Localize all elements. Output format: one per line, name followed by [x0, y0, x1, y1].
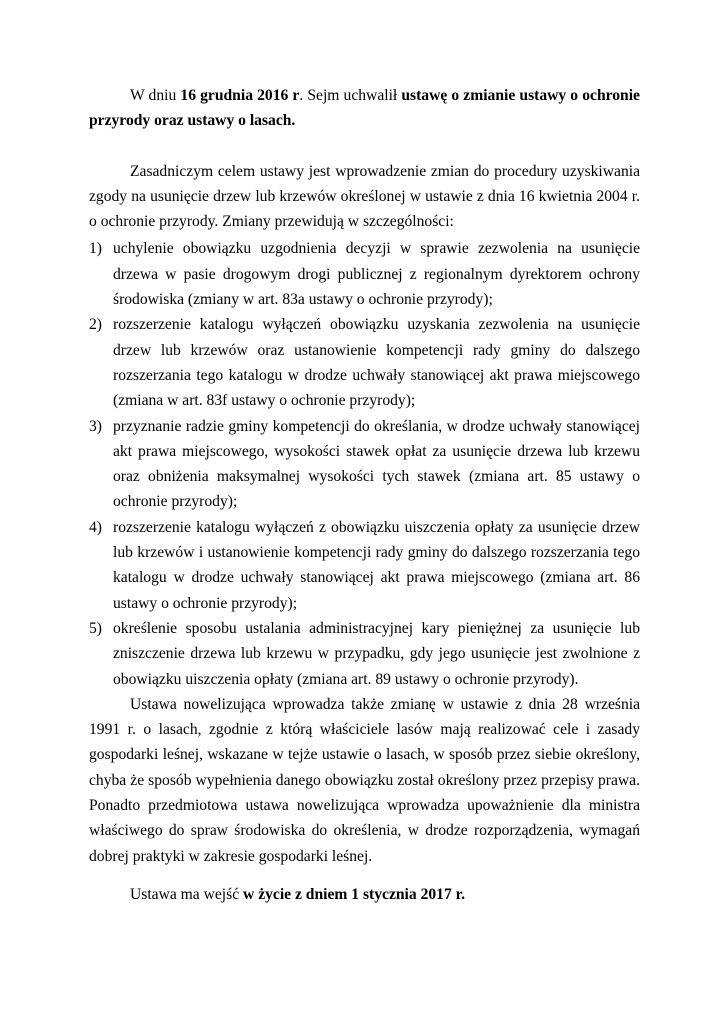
- purpose-paragraph: Zasadniczym celem ustawy jest wprowadzenie zmian do procedury uzyskiwania zgody na usunięcie drzew lub krzewów określonej w ustawie z dnia 16 kwietnia 2004 r. o ochronie przyrody. Zmiany przewidują w szczególności:: [89, 162, 640, 231]
- effective-date-paragraph: [89, 882, 640, 907]
- list-item-number: 5): [89, 619, 102, 637]
- list-item-text: rozszerzenie katalogu wyłączeń z obowiązku uiszczenia opłaty za usunięcie drzew lub krzewów i ustanowienie kompetencji rady gminy do dalszego rozszerzania tego katalogu w drodze uchwały stanowiącej akt prawa miejscowego (zmiana art. 86 ustawy o ochronie przyrody);: [113, 518, 640, 612]
- list-item-number: 3): [89, 417, 102, 435]
- effective-date: w życie z dniem 1 stycznia 2017 r.: [243, 885, 466, 903]
- adoption-date: 16 grudnia 2016 r: [180, 87, 300, 104]
- changes-list: [89, 236, 640, 691]
- list-item-text: rozszerzenie katalogu wyłączeń obowiązku uzyskania zezwolenia na usunięcie drzew lub krzewów oraz ustanowienie kompetencji rady gminy do dalszego rozszerzania tego katalogu w drodze uchwały stanowiącej akt prawa miejscowego (zmiana w art. 83f ustawy o ochronie przyrody);: [113, 316, 640, 410]
- list-item-number: 4): [89, 518, 102, 536]
- intro-text-middle: . Sejm uchwalił: [299, 87, 402, 104]
- list-item: [89, 236, 640, 312]
- list-item-number: 2): [89, 316, 102, 334]
- list-item-text: określenie sposobu ustalania administracyjnej kary pieniężnej za usunięcie lub zniszczenie drzewa lub krzewu w przypadku, gdy jego usunięcie jest zwolnione z obowiązku uiszczenia opłaty (zmiana art. 89 ustawy o ochronie przyrody).: [113, 619, 640, 688]
- list-item-number: 1): [89, 240, 102, 258]
- list-item-text: przyznanie radzie gminy kompetencji do określania, w drodze uchwały stanowiącej akt prawa miejscowego, wysokości stawek opłat za usunięcie drzewa lub krzewu oraz obniżenia maksymalnej wysokości tych stawek (zmiana art. 85 ustawy o ochronie przyrody);: [113, 417, 640, 511]
- intro-text-start: W dniu: [130, 87, 181, 104]
- intro-paragraph: [89, 83, 640, 134]
- list-item: [89, 414, 640, 515]
- act-title: ustawę o zmianie ustawy o ochronie przyrody oraz ustawy o lasach.: [89, 87, 640, 130]
- forest-law-paragraph: Ustawa nowelizująca wprowadza także zmianę w ustawie z dnia 28 września 1991 r. o lasach, zgodnie z którą właściciele lasów mają realizować cele i zasady gospodarki leśnej, wskazane w tejże ustawie o lasach, w sposób przez siebie określony, chyba że sposób wypełnienia danego obowiązku został określony przez przepisy prawa. Ponadto przedmiotowa ustawa nowelizująca wprowadza upoważnienie dla ministra właściwego do spraw środowiska do określenia, w drodze rozporządzenia, wymagań dobrej praktyki w zakresie gospodarki leśnej.: [89, 695, 640, 865]
- list-item: [89, 616, 640, 692]
- list-item-text: uchylenie obowiązku uzgodnienia decyzji w sprawie zezwolenia na usunięcie drzewa w pasie drogowym drogi publicznej z regionalnym dyrektorem ochrony środowiska (zmiany w art. 83a ustawy o ochronie przyrody);: [113, 240, 640, 309]
- document-page: [89, 83, 640, 907]
- list-item: [89, 312, 640, 413]
- effective-text-start: Ustawa ma wejść: [130, 885, 244, 903]
- list-item: [89, 515, 640, 616]
